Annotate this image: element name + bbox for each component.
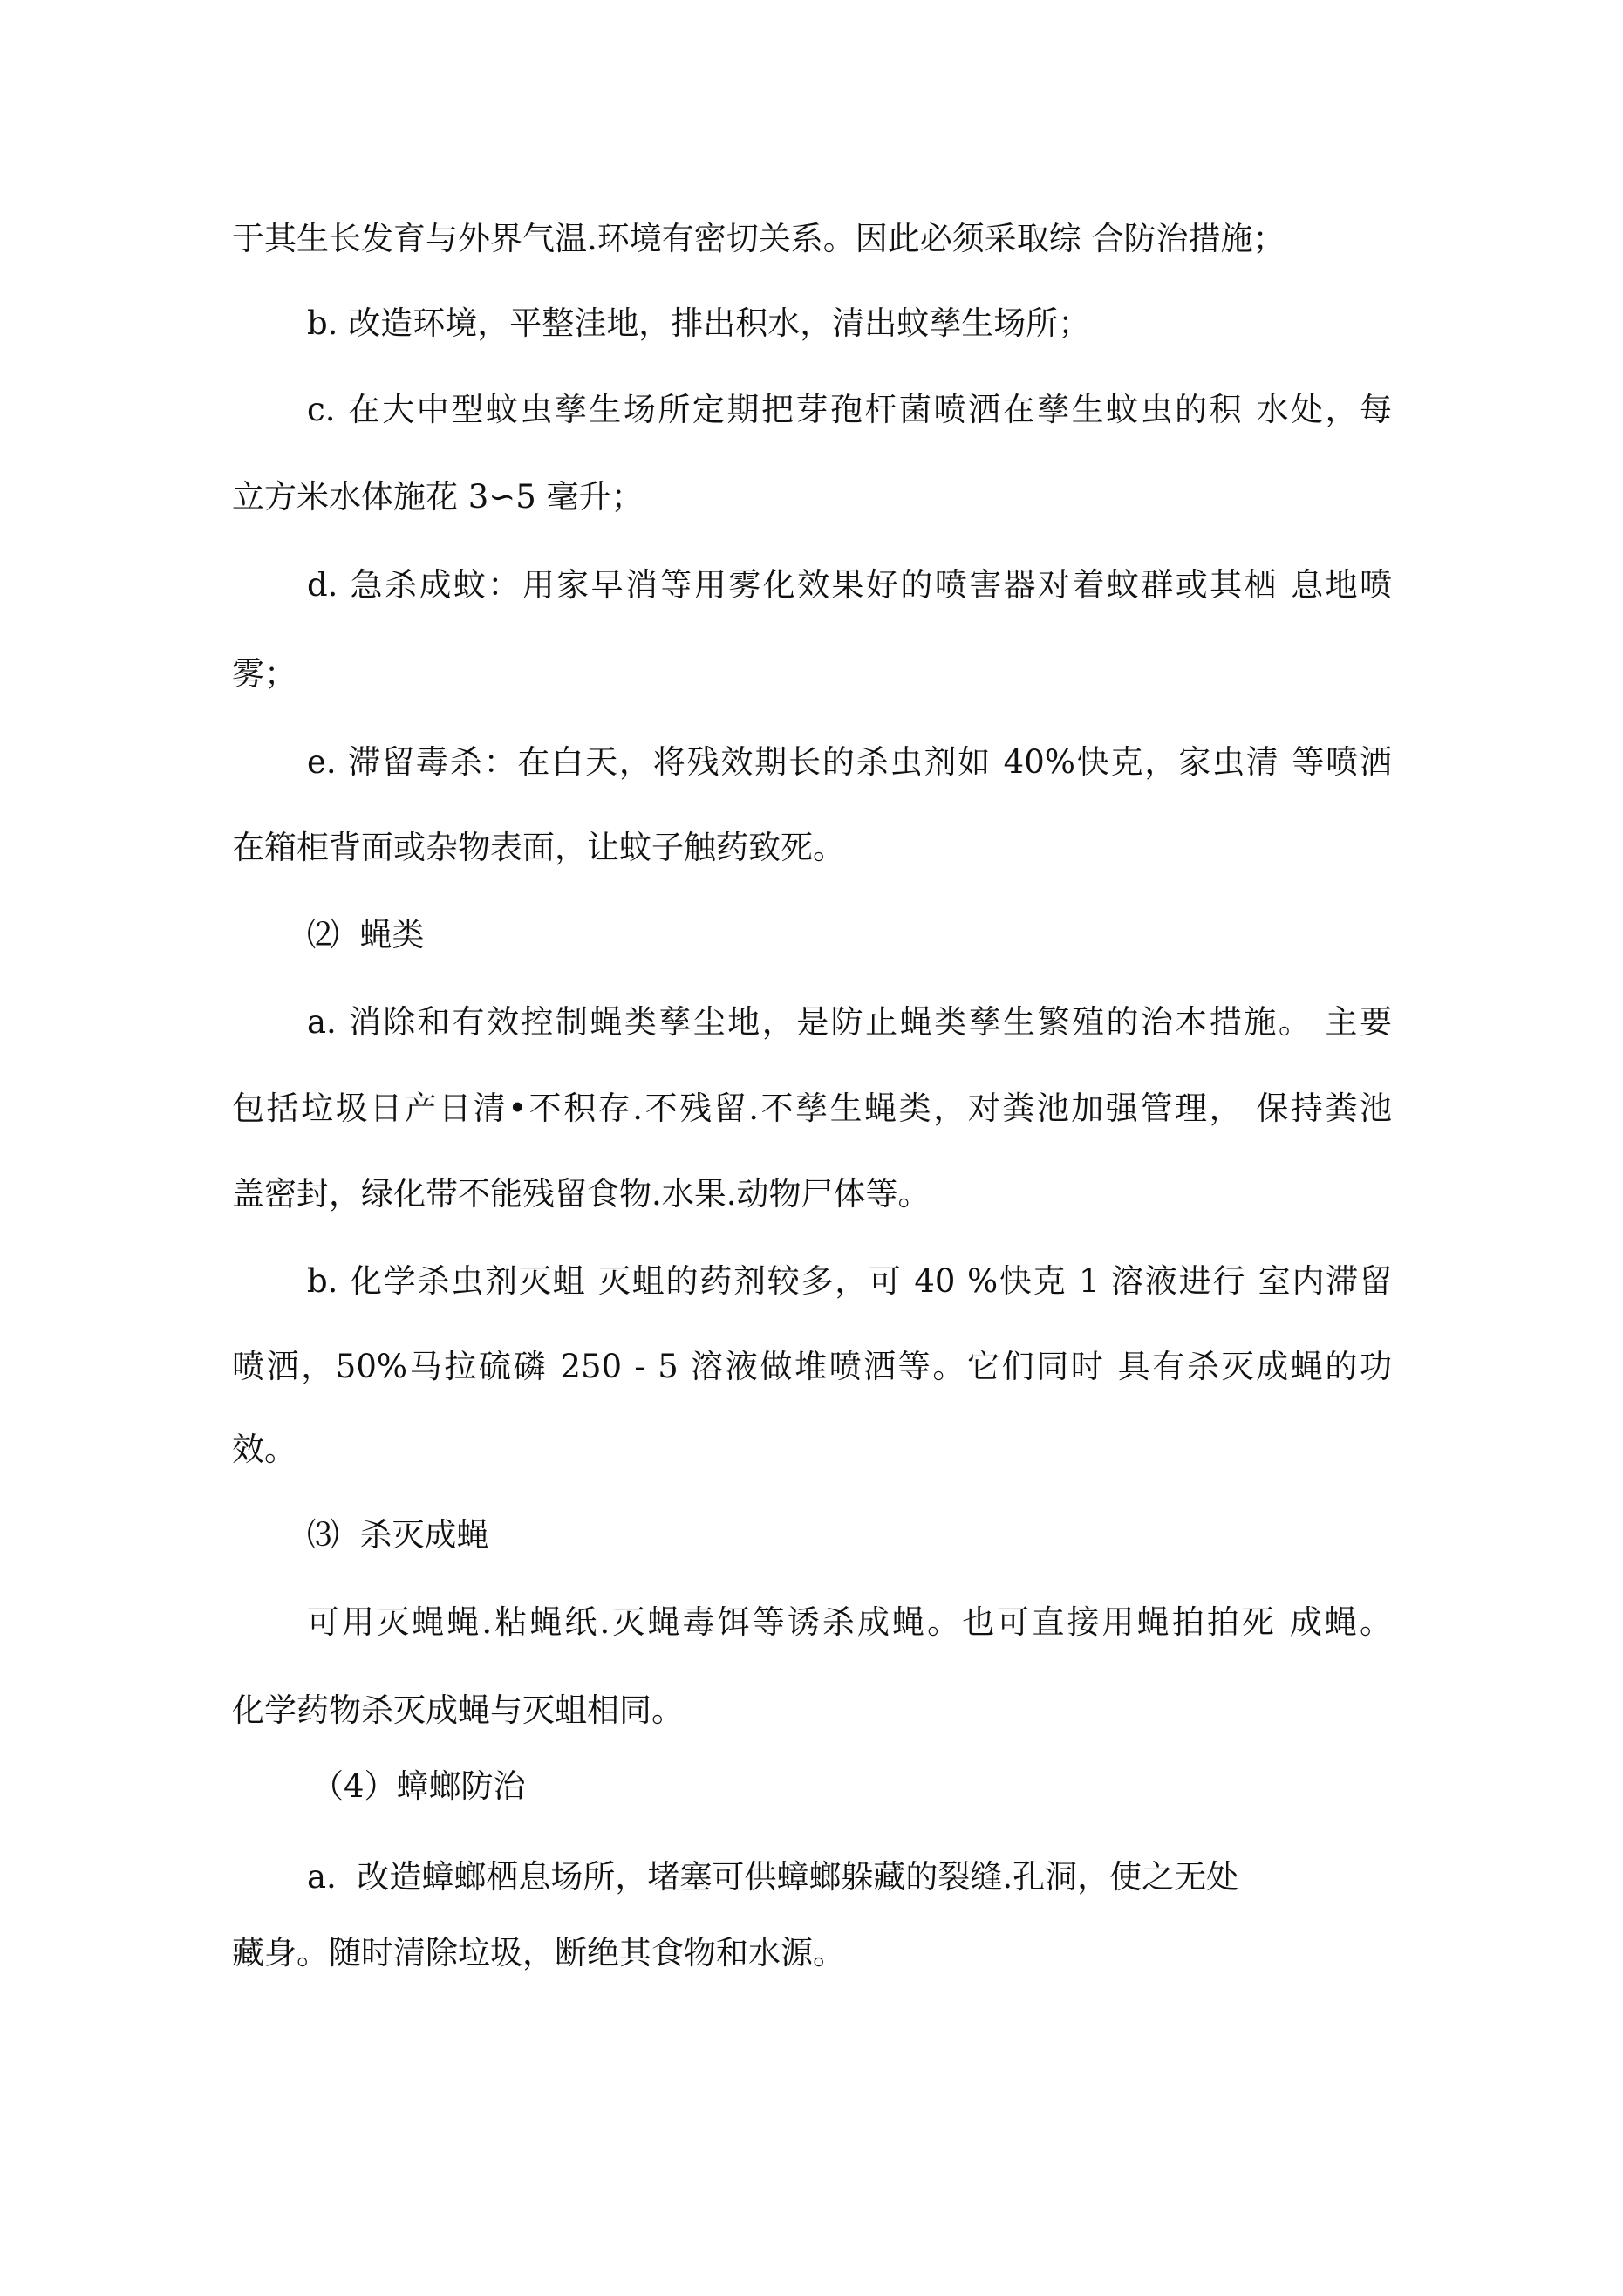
text-line: 雾； [232, 655, 297, 693]
text-line: c. 在大中型蚊虫孳生场所定期把芽孢杆菌喷洒在孳生蚊虫的积 水处，每 [307, 391, 1392, 428]
section-heading: ⑵ 蝇类 [307, 916, 425, 953]
text-line: d. 急杀成蚊：用家早消等用雾化效果好的喷害器对着蚊群或其栖 息地喷 [307, 566, 1392, 604]
text-line: 可用灭蝇蝇.粘蝇纸.灭蝇毒饵等诱杀成蝇。也可直接用蝇拍拍死 成蝇。 [307, 1603, 1392, 1641]
text-line: 盖密封，绿化带不能残留食物.水果.动物尸体等。 [232, 1175, 931, 1213]
text-line: 包括垃圾日产日清•不积存.不残留.不孳生蝇类，对粪池加强管理， 保持粪池 [232, 1090, 1392, 1127]
text-line: 效。 [232, 1431, 297, 1468]
text-line: b. 化学杀虫剂灭蛆 灭蛆的药剂较多，可 40 %快克 1 溶液进行 室内滞留 [307, 1262, 1392, 1300]
text-line: b. 改造环境，平整洼地，排出积水，清出蚊孳生场所； [307, 304, 1091, 342]
text-line: 化学药物杀灭成蝇与灭蛆相同。 [232, 1691, 684, 1729]
text-line: 于其生长发育与外界气温.环境有密切关系。因此必须采取综 合防治措施； [232, 220, 1285, 257]
section-heading: ⑶ 杀灭成蝇 [307, 1516, 489, 1554]
text-line: a. 改造蟑螂栖息场所，堵塞可供蟑螂躲藏的裂缝.孔洞，使之无处 [307, 1858, 1239, 1896]
section-heading: （4）蟑螂防治 [311, 1767, 526, 1805]
text-line: a. 消除和有效控制蝇类孳尘地，是防止蝇类孳生繁殖的治本措施。 主要 [307, 1003, 1392, 1041]
text-line: 喷洒，50%马拉硫磷 250 - 5 溶液做堆喷洒等。它们同时 具有杀灭成蝇的功 [232, 1348, 1392, 1385]
text-line: 立方米水体施花 3∽5 毫升； [232, 478, 644, 516]
text-line: 在箱柜背面或杂物表面，让蚊子触药致死。 [232, 829, 845, 866]
text-line: e. 滞留毒杀：在白天，将残效期长的杀虫剂如 40%快克，家虫清 等喷洒 [307, 743, 1392, 781]
text-line: 藏身。随时清除垃圾，断绝其食物和水源。 [232, 1934, 845, 1971]
